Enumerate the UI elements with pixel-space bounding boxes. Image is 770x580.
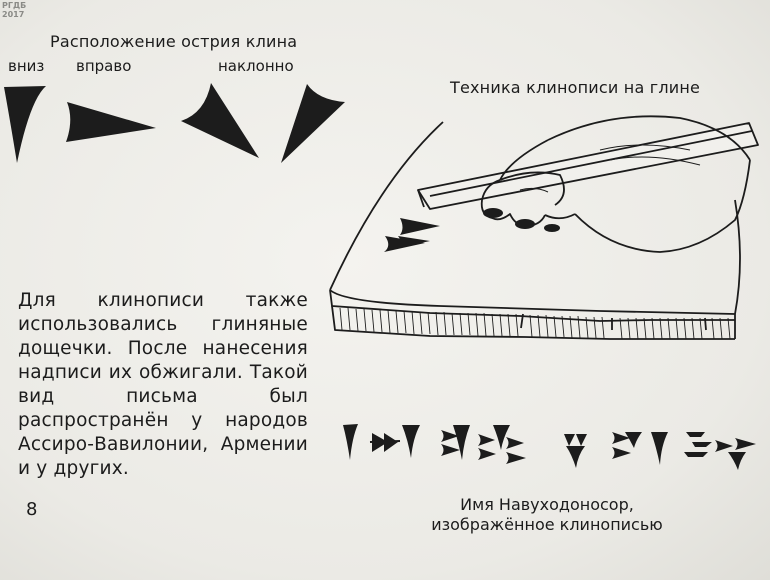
wedge-slant-left-icon (181, 83, 259, 158)
clay-wedges (384, 218, 440, 252)
fingernails (483, 208, 560, 232)
caption-line-2: изображённое клинописью (431, 515, 663, 534)
page-number: 8 (26, 499, 38, 520)
wedge-down-icon (4, 86, 46, 163)
cuneiform-caption (412, 495, 682, 535)
wedge-slant-right-icon (281, 84, 345, 163)
label-slant: наклонно (218, 57, 294, 75)
wedge-right-icon (66, 102, 156, 142)
caption-line-1: Имя Навуходоносор, (460, 495, 634, 514)
hand-with-stylus-icon (418, 116, 758, 252)
label-right: вправо (76, 57, 132, 75)
cuneiform-name-icon (343, 424, 756, 470)
label-down: вниз (8, 57, 45, 75)
watermark-line-1: РГДБ (2, 1, 27, 10)
body-paragraph: Для клинописи также использовались глиняные дощечки. После нанесения надписи их обжигали. Такой вид письма был распространён у народов Ассиро-Вавилонии, Армении и у других. (18, 290, 308, 479)
watermark-line-2: 2017 (2, 10, 25, 19)
orientation-heading: Расположение острия клина (50, 32, 298, 51)
technique-heading: Техника клинописи на глине (450, 78, 701, 97)
